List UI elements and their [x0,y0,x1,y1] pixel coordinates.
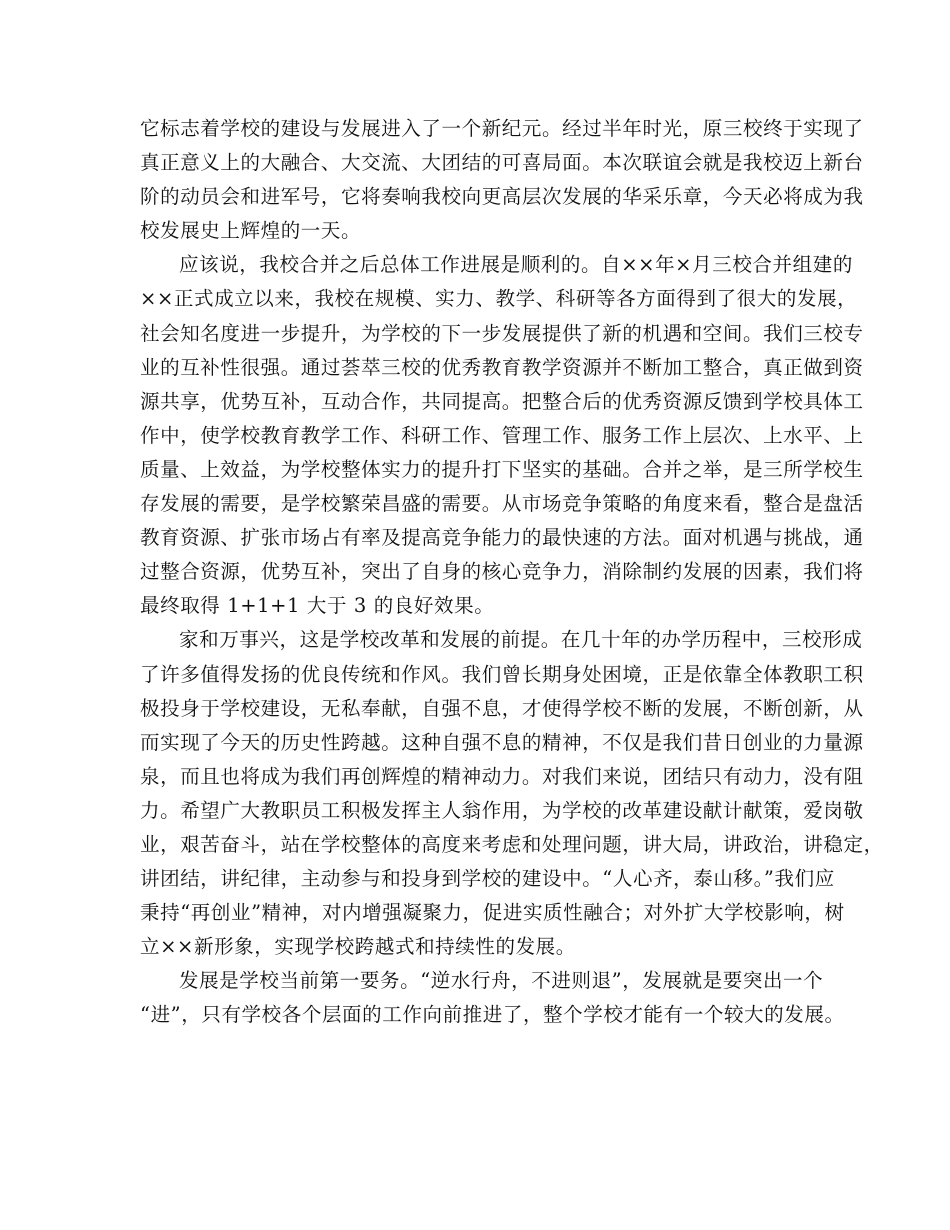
text-line: 立××新形象，实现学校跨越式和持续性的发展。 [140,935,576,959]
text-line: 讲团结，讲纪律，主动参与和投身到学校的建设中。“人心齐，泰山移。”我们应 [140,867,835,891]
text-line: 作中，使学校教育教学工作、科研工作、管理工作、服务工作上层次、上水平、上 [140,423,864,447]
text-line: 教育资源、扩张市场占有率及提高竞争能力的最快速的方法。面对机遇与挑战，通 [140,526,864,550]
text-line: 它标志着学校的建设与发展进入了一个新纪元。经过半年时光，原三校终于实现了 [140,117,864,140]
document-body [140,112,884,1033]
text-line: 存发展的需要，是学校繁荣昌盛的需要。从市场竞争策略的角度来看，整合是盘活 [140,492,864,516]
text-line: 校发展史上辉煌的一天。 [140,219,362,243]
text-line: 力。希望广大教职员工积极发挥主人翁作用，为学校的改革建设献计献策，爱岗敬 [140,798,864,822]
text-line: 而实现了今天的历史性跨越。这种自强不息的精神，不仅是我们昔日创业的力量源 [140,730,864,754]
text-line: 最终取得 1+1+1 大于 3 的良好效果。 [140,594,495,618]
text-line: 业的互补性很强。通过荟萃三校的优秀教育教学资源并不断加工整合，真正做到资 [140,355,864,379]
text-line: 过整合资源，优势互补，突出了自身的核心竞争力，消除制约发展的因素，我们将 [140,560,864,584]
text-line: 社会知名度进一步提升，为学校的下一步发展提供了新的机遇和空间。我们三校专 [140,321,864,345]
paragraph-first-line: 应该说，我校合并之后总体工作进展是顺利的。自××年×月三校合并组建的 [179,253,853,277]
text-line: 秉持“再创业”精神，对内增强凝聚力，促进实质性融合；对外扩大学校影响，树 [140,901,845,925]
text-line: 了许多值得发扬的优良传统和作风。我们曾长期身处困境，正是依靠全体教职工积 [140,662,864,686]
text-line: 泉，而且也将成为我们再创辉煌的精神动力。对我们来说，团结只有动力，没有阻 [140,764,864,788]
text-line: 业，艰苦奋斗，站在学校整体的高度来考虑和处理问题，讲大局，讲政治，讲稳定， [140,832,884,856]
paragraph-first-line: 家和万事兴，这是学校改革和发展的前提。在几十年的办学历程中，三校形成 [179,628,863,652]
text-line: 源共享，优势互补，互动合作，共同提高。把整合后的优秀资源反馈到学校具体工 [140,389,864,413]
text-line: 极投身于学校建设，无私奉献，自强不息，才使得学校不断的发展，不断创新，从 [140,696,864,720]
text-line: “进”，只有学校各个层面的工作向前推进了，整个学校才能有一个较大的发展。 [140,1003,845,1027]
text-line: 真正意义上的大融合、大交流、大团结的可喜局面。本次联谊会就是我校迈上新台 [140,151,864,175]
text-line: ××正式成立以来，我校在规模、实力、教学、科研等各方面得到了很大的发展， [140,287,858,311]
text-line: 阶的动员会和进军号，它将奏响我校向更高层次发展的华采乐章，今天必将成为我 [140,185,864,209]
text-line: 质量、上效益，为学校整体实力的提升打下坚实的基础。合并之举，是三所学校生 [140,457,864,481]
paragraph-first-line: 发展是学校当前第一要务。“逆水行舟，不进则退”，发展就是要突出一个 [179,969,824,993]
